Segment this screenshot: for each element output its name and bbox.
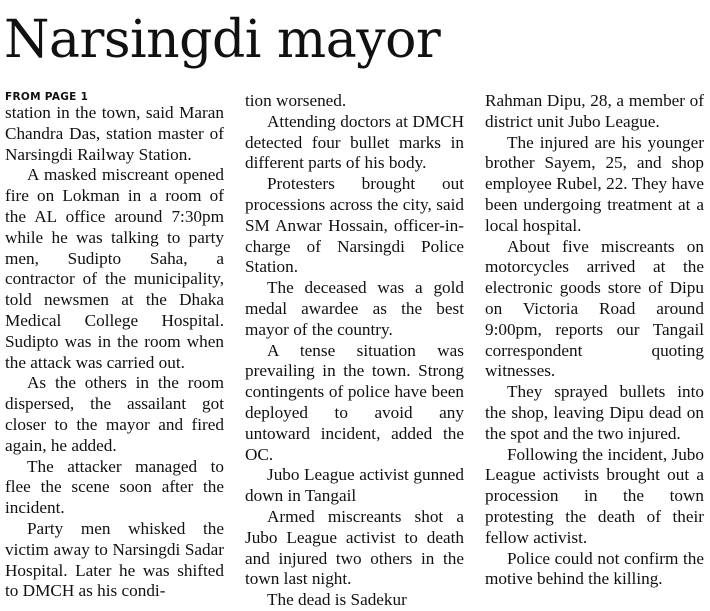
subheading: Jubo League activist gunned down in Tangail (245, 465, 464, 506)
paragraph: Following the incident, Jubo League activists brought out a procession in the town protesting the death of their fellow activist. (485, 444, 704, 547)
article-column-1 (5, 90, 224, 602)
article-column-3 (485, 91, 704, 590)
paragraph: station in the town, said Maran Chandra Das, station master of Narsingdi Railway Station. (5, 103, 224, 164)
article-column-2 (245, 91, 464, 611)
paragraph: Armed miscreants shot a Jubo League activist to death and injured two others in the town last night. (245, 506, 464, 589)
paragraph: About five miscreants on motorcycles arrived at the electronic goods store of Dipu on Victoria Road around 9:00pm, reports our Tangail correspondent quoting witnesses. (485, 236, 704, 381)
paragraph: Party men whisked the victim away to Narsingdi Sadar Hospital. Later he was shifted to DMCH as his condi- (5, 518, 224, 601)
paragraph: Attending doctors at DMCH detected four bullet marks in different parts of his body. (245, 111, 464, 173)
paragraph: A masked miscreant opened fire on Lokman in a room of the AL office around 7:30pm while he was talking to party men, Sudipto Saha, a contractor of the municipality, told newsmen at the Dhaka Medical College Hospital. Sudipto was in the room when the attack was carried out. (5, 165, 224, 372)
paragraph: tion worsened. (245, 91, 347, 110)
kicker-from-page-1: FROM PAGE 1 (5, 91, 89, 103)
paragraph: Protesters brought out processions across the city, said SM Anwar Hossain, officer-in-charge of Narsingdi Police Station. (245, 174, 464, 277)
paragraph: As the others in the room dispersed, the assailant got closer to the mayor and fired again, he added. (5, 373, 224, 455)
paragraph: A tense situation was prevailing in the town. Strong contingents of police have been deployed to avoid any untoward incident, added the OC. (245, 340, 464, 464)
paragraph: The attacker managed to flee the scene soon after the incident. (5, 456, 224, 518)
paragraph: They sprayed bullets into the shop, leaving Dipu dead on the spot and the two injured. (485, 382, 704, 443)
paragraph: The deceased was a gold medal awardee as the best mayor of the country. (245, 278, 464, 339)
paragraph: The dead is Sadekur (267, 590, 407, 610)
headline: Narsingdi mayor (4, 10, 441, 70)
paragraph: Rahman Dipu, 28, a member of district unit Jubo League. (485, 91, 704, 131)
paragraph: The injured are his younger brother Sayem, 25, and shop employee Rubel, 22. They have been undergoing treatment at a local hospital. (485, 132, 704, 235)
paragraph: Police could not confirm the motive behind the killing. (485, 548, 704, 589)
